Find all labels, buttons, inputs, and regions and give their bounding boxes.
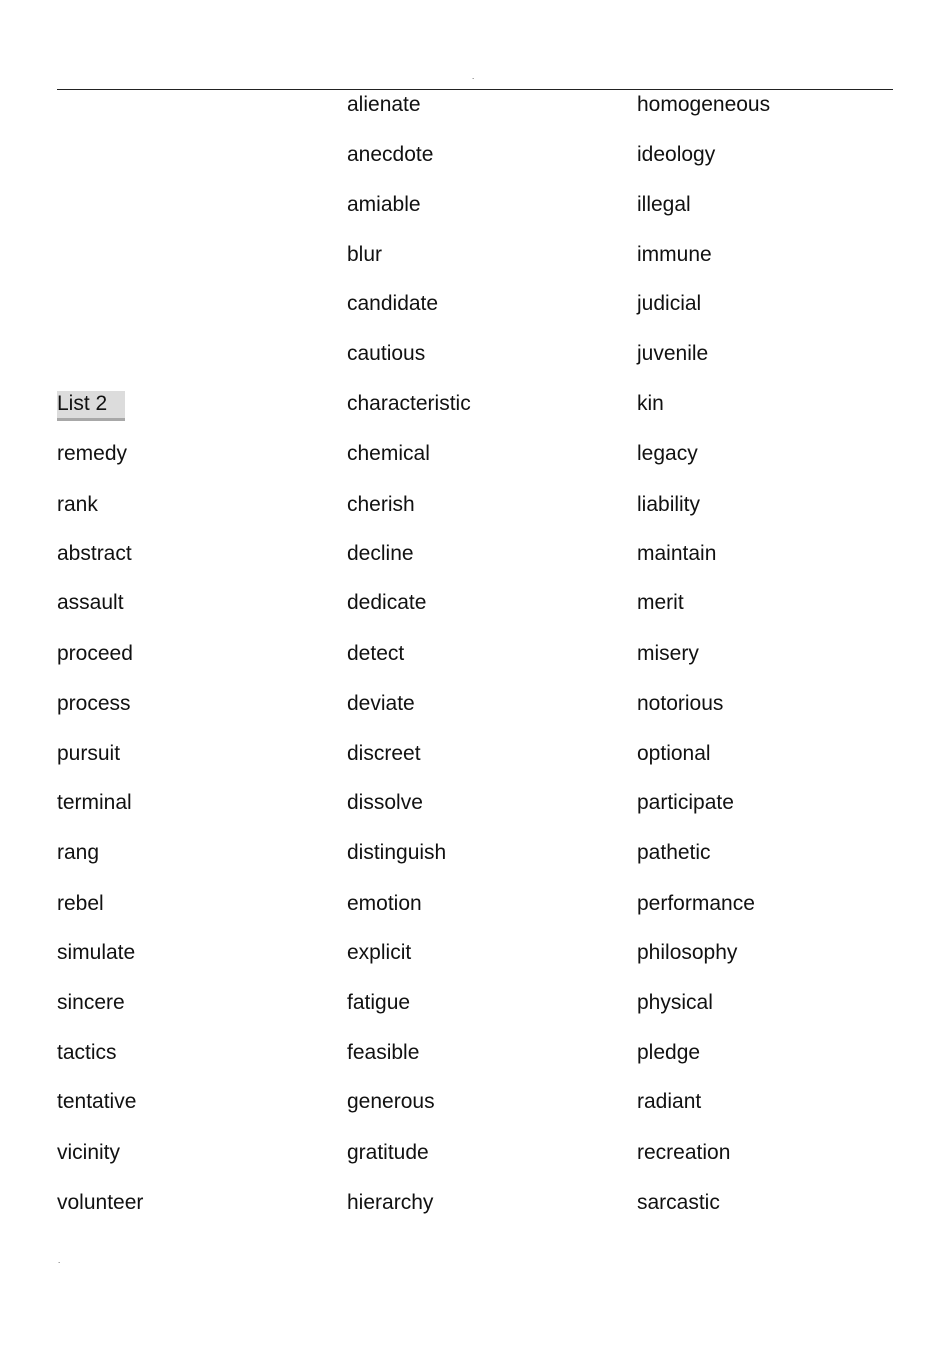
word-row — [57, 1040, 893, 1068]
word-cell: decline — [347, 542, 414, 565]
word-row — [57, 92, 893, 120]
word-row — [57, 142, 893, 170]
word-cell: cautious — [347, 342, 426, 365]
word-cell: philosophy — [637, 941, 738, 964]
word-cell: vicinity — [57, 1141, 121, 1164]
word-cell: merit — [637, 591, 684, 614]
word-cell: illegal — [637, 193, 691, 216]
word-cell: remedy — [57, 442, 128, 465]
word-row — [57, 341, 893, 369]
word-cell: proceed — [57, 642, 133, 665]
word-cell: generous — [347, 1090, 435, 1113]
word-cell: notorious — [637, 692, 724, 715]
word-cell: radiant — [637, 1090, 702, 1113]
word-row — [57, 441, 893, 469]
word-cell: performance — [637, 892, 755, 915]
word-cell: sincere — [57, 991, 125, 1014]
word-row — [57, 840, 893, 868]
word-cell: juvenile — [637, 342, 709, 365]
word-cell: optional — [637, 742, 711, 765]
word-cell: recreation — [637, 1141, 731, 1164]
word-row — [57, 990, 893, 1018]
word-cell: legacy — [637, 442, 698, 465]
word-cell: blur — [347, 243, 383, 266]
word-row — [57, 641, 893, 669]
word-cell: ideology — [637, 143, 716, 166]
word-cell-label — [57, 391, 125, 421]
word-cell: distinguish — [347, 841, 447, 864]
word-row — [57, 891, 893, 919]
word-row — [57, 940, 893, 968]
word-row — [57, 691, 893, 719]
word-cell: rank — [57, 493, 98, 516]
word-cell: alienate — [347, 93, 421, 116]
word-cell: anecdote — [347, 143, 434, 166]
word-cell: rang — [57, 841, 100, 864]
word-cell: pledge — [637, 1041, 701, 1064]
word-cell: maintain — [637, 542, 717, 565]
word-cell: liability — [637, 493, 701, 516]
word-row — [57, 492, 893, 520]
word-row — [57, 391, 893, 419]
word-row — [57, 590, 893, 618]
word-cell: characteristic — [347, 392, 471, 415]
word-row — [57, 741, 893, 769]
word-cell: simulate — [57, 941, 136, 964]
word-cell: terminal — [57, 791, 132, 814]
word-row — [57, 192, 893, 220]
word-cell: detect — [347, 642, 405, 665]
word-cell: emotion — [347, 892, 422, 915]
word-cell: pathetic — [637, 841, 711, 864]
header-rule — [57, 89, 893, 90]
word-cell: dedicate — [347, 591, 427, 614]
word-cell: deviate — [347, 692, 415, 715]
word-cell: hierarchy — [347, 1191, 434, 1214]
word-row — [57, 242, 893, 270]
word-row — [57, 1089, 893, 1117]
word-cell: dissolve — [347, 791, 423, 814]
word-cell: assault — [57, 591, 124, 614]
word-row — [57, 790, 893, 818]
word-cell: immune — [637, 243, 712, 266]
word-cell: explicit — [347, 941, 412, 964]
word-cell: pursuit — [57, 742, 121, 765]
word-cell: chemical — [347, 442, 430, 465]
word-cell: process — [57, 692, 131, 715]
footer-mark: . — [58, 1256, 61, 1265]
word-cell: kin — [637, 392, 664, 415]
word-row — [57, 291, 893, 319]
word-cell: amiable — [347, 193, 421, 216]
word-cell: abstract — [57, 542, 132, 565]
word-cell: tentative — [57, 1090, 137, 1113]
word-cell: judicial — [637, 292, 702, 315]
word-cell: cherish — [347, 493, 415, 516]
list-label: List 2 — [57, 391, 125, 421]
word-cell: homogeneous — [637, 93, 771, 116]
word-row — [57, 1190, 893, 1218]
word-cell: feasible — [347, 1041, 420, 1064]
header-mark: . — [472, 72, 475, 81]
word-cell: discreet — [347, 742, 421, 765]
word-cell: participate — [637, 791, 734, 814]
word-cell: rebel — [57, 892, 104, 915]
word-cell: tactics — [57, 1041, 117, 1064]
word-cell: sarcastic — [637, 1191, 720, 1214]
word-cell: gratitude — [347, 1141, 429, 1164]
word-cell: fatigue — [347, 991, 411, 1014]
word-cell: physical — [637, 991, 713, 1014]
word-cell: candidate — [347, 292, 439, 315]
word-row — [57, 1140, 893, 1168]
word-row — [57, 541, 893, 569]
word-cell: misery — [637, 642, 699, 665]
word-cell: volunteer — [57, 1191, 144, 1214]
